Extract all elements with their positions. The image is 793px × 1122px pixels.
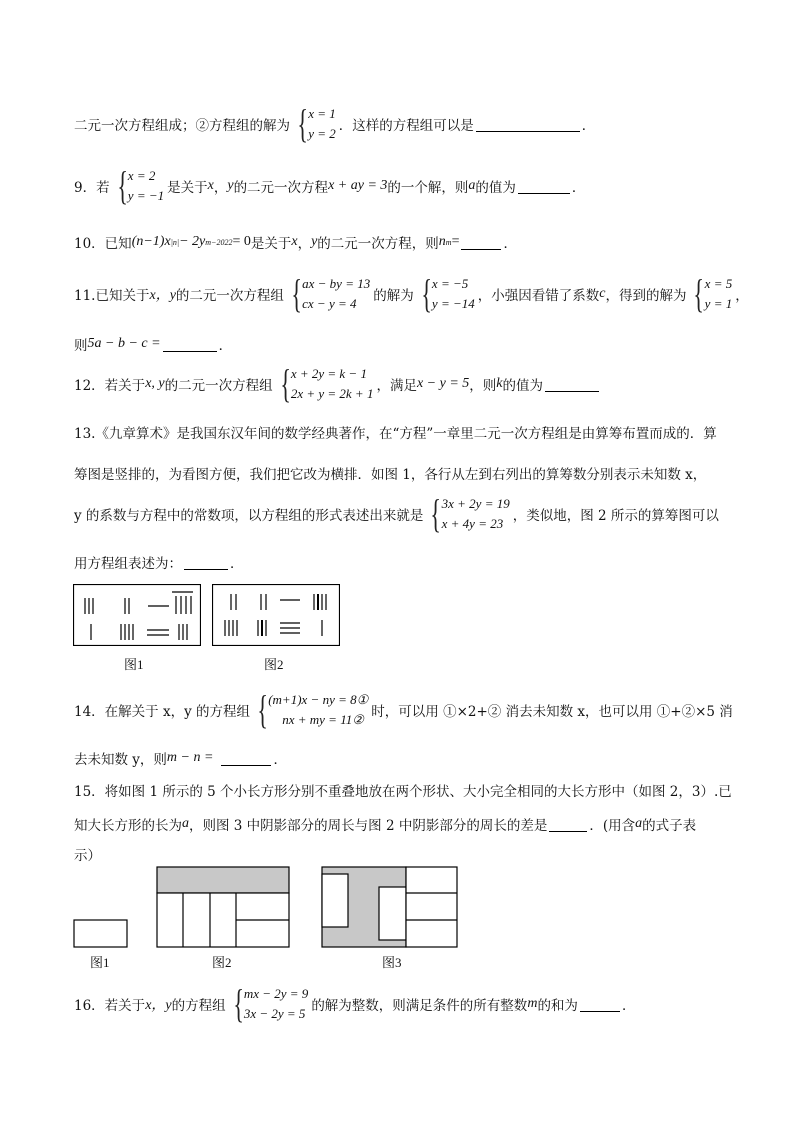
q13-text: 筹图是竖排的，为看图方便，我们把它改为横排．如图 1，各行从左到右列出的算筹数分别表示未知数 x， xyxy=(74,467,707,483)
var-c: c xyxy=(599,286,606,301)
q11-expr: 5a − b − c = xyxy=(87,336,161,351)
answer-blank[interactable] xyxy=(549,817,587,832)
sys-row: nx + my = 11② xyxy=(282,712,364,727)
q12-text: 的二元一次方程组 xyxy=(164,378,273,394)
period: ． xyxy=(218,338,233,354)
period: ． xyxy=(621,998,636,1014)
var-xy: x, y xyxy=(145,376,165,391)
answer-blank[interactable] xyxy=(545,377,599,392)
period: ． xyxy=(273,752,287,768)
var-n: n xyxy=(438,234,446,249)
var-a: a xyxy=(468,178,476,193)
exponent: m xyxy=(445,237,452,247)
q9-text: 的二元一次方程 xyxy=(233,180,329,196)
q11-text: 的二元一次方程组 xyxy=(175,288,284,304)
q15-text: ．(用含 xyxy=(589,818,636,834)
q13-text: 用方程组表述为： xyxy=(74,556,182,572)
answer-blank[interactable] xyxy=(184,555,228,570)
q14-expr: m − n = xyxy=(166,750,214,765)
q15-text: 15．将如图 1 所示的 5 个小长方形分别不重叠地放在两个形状、大小完全相同的大长方形中（如图 2，3）.已 xyxy=(74,784,732,800)
q10-expr: (n−1)x xyxy=(131,234,171,249)
q14-system xyxy=(253,687,369,732)
q11-text: ，得到的解为 xyxy=(605,288,687,304)
comma: ， xyxy=(297,236,312,252)
q11-text: ，小强因看错了系数 xyxy=(477,288,600,304)
q16-system xyxy=(229,981,309,1026)
q12-number: 12．若关于 xyxy=(74,378,146,394)
q9-system xyxy=(113,163,165,208)
question-15-line1 xyxy=(74,780,732,800)
sys-row: x = 5 xyxy=(704,276,733,291)
q13-text: ，类似地，图 2 所示的算筹图可以 xyxy=(512,508,719,524)
q15-text: 示） xyxy=(74,848,101,864)
rect-figure-1 xyxy=(73,919,129,949)
rect-figure-3 xyxy=(321,866,459,950)
sys-row: x = 2 xyxy=(127,168,156,183)
sys-row: 3x + 2y = 19 xyxy=(441,496,510,511)
var-xy: x，y xyxy=(145,998,172,1013)
q11-system xyxy=(287,271,371,316)
q12-text: ，满足 xyxy=(376,378,417,394)
q16-text: 的方程组 xyxy=(171,998,226,1014)
sys-row: 3x − 2y = 5 xyxy=(243,1006,306,1021)
q9-text: 的值为 xyxy=(475,180,516,196)
q13-system xyxy=(426,491,510,536)
question-14-line2 xyxy=(74,748,287,768)
var-a: a xyxy=(635,816,643,831)
q10-number: 10．已知 xyxy=(74,236,132,252)
shaded-region xyxy=(157,867,289,893)
q9-number: 9．若 xyxy=(74,180,110,196)
sys-row: mx − 2y = 9 xyxy=(243,986,309,1001)
var-y: y xyxy=(227,178,234,193)
sys-row: x + 4y = 23 xyxy=(441,516,504,531)
q10-expr: = 0 xyxy=(232,234,251,249)
sys-row: (m+1)x − ny = 8① xyxy=(268,692,369,707)
var-y: y xyxy=(311,234,318,249)
period: ． xyxy=(503,236,517,252)
q11-text: 的解为 xyxy=(373,288,414,304)
equals: = xyxy=(451,234,460,249)
question-9 xyxy=(74,163,586,208)
sys-row: x = −5 xyxy=(431,276,469,291)
q8-tail xyxy=(74,101,596,146)
figure-caption: 图1 xyxy=(124,657,144,672)
question-11 xyxy=(74,271,749,316)
question-13-line4 xyxy=(74,552,244,572)
figure-caption: 图3 xyxy=(382,955,402,970)
q10-text: 的二元一次方程，则 xyxy=(317,236,439,252)
sys-row: x + 2y = k − 1 xyxy=(290,366,367,381)
sys-row: y = 1 xyxy=(704,296,733,311)
q15-text: 知大长方形的长为 xyxy=(74,818,182,834)
var-x: x xyxy=(291,234,298,249)
q8-text2: ．这样的方程组可以是 xyxy=(338,118,474,134)
q16-text: 的和为 xyxy=(537,998,578,1014)
exponent: m−2022 xyxy=(205,237,233,247)
question-15-line2 xyxy=(74,814,696,834)
comma: ， xyxy=(735,288,749,304)
brace-icon: { xyxy=(116,163,128,208)
brace-icon: { xyxy=(421,271,432,316)
period: ． xyxy=(581,118,596,134)
period: ． xyxy=(230,556,244,572)
exponent: |n| xyxy=(170,237,180,247)
brace-icon: { xyxy=(279,361,291,406)
q9-equation: x + ay = 3 xyxy=(328,178,388,193)
q15-text: 的式子表 xyxy=(642,818,697,834)
var-xy: x，y xyxy=(149,288,176,303)
q11-number: 11.已知关于 xyxy=(74,288,150,304)
sys-row: x = 1 xyxy=(308,106,336,121)
q14-number: 14．在解关于 x，y 的方程组 xyxy=(74,704,251,720)
q11-solution xyxy=(417,271,475,316)
brace-icon: { xyxy=(693,271,705,316)
q15-text: ，则图 3 中阴影部分的周长与图 2 中阴影部分的周长的差是 xyxy=(189,818,548,834)
rod-figure-1 xyxy=(73,584,201,646)
period: ． xyxy=(571,180,586,196)
q10-expr: − 2y xyxy=(179,234,206,249)
sys-row: 2x + y = 2k + 1 xyxy=(290,386,374,401)
q10-text: 是关于 xyxy=(250,236,292,252)
question-10 xyxy=(74,232,517,252)
question-16 xyxy=(74,981,636,1026)
question-14 xyxy=(74,687,733,732)
answer-blank[interactable] xyxy=(518,179,570,194)
rod-figure-2 xyxy=(212,584,340,646)
q12-text: ，则 xyxy=(469,378,497,394)
question-12 xyxy=(74,361,601,406)
q8-text: 二元一次方程组成；②方程组的解为 xyxy=(74,118,290,134)
comma: ， xyxy=(213,180,228,196)
sys-row: y = −14 xyxy=(431,296,475,311)
sys-row: cx − y = 4 xyxy=(302,296,357,311)
q12-system xyxy=(276,361,374,406)
brace-icon: { xyxy=(257,687,268,732)
q12-equation: x − y = 5 xyxy=(416,376,470,391)
q9-text: 的一个解，则 xyxy=(387,180,469,196)
var-k: k xyxy=(496,376,503,391)
var-a: a xyxy=(182,816,189,831)
brace-icon: { xyxy=(297,101,308,146)
q14-text: 去未知数 y，则 xyxy=(74,752,167,768)
q14-text: 时，可以用 ①×2+② 消去未知数 x，也可以用 ①+②×5 消 xyxy=(371,704,733,720)
q13-text: y 的系数与方程中的常数项，以方程组的形式表述出来就是 xyxy=(74,508,424,524)
answer-blank[interactable] xyxy=(221,751,271,766)
sys-row: y = −1 xyxy=(127,188,165,203)
brace-icon: { xyxy=(430,491,442,536)
q8-solution-system xyxy=(293,101,336,146)
q16-number: 16．若关于 xyxy=(74,998,146,1014)
brace-icon: { xyxy=(291,271,302,316)
question-13-line2 xyxy=(74,463,706,483)
question-13-line3 xyxy=(74,491,719,536)
q11-text: 则 xyxy=(74,338,88,354)
figure-caption: 图1 xyxy=(90,955,110,970)
brace-icon: { xyxy=(232,981,244,1026)
figure-caption: 图2 xyxy=(212,955,232,970)
answer-blank[interactable] xyxy=(580,997,620,1012)
var-x: x xyxy=(207,178,214,193)
rect-figure-2 xyxy=(156,866,292,950)
q11-wrong-solution xyxy=(689,271,733,316)
q16-text: 的解为整数，则满足条件的所有整数 xyxy=(311,998,528,1014)
q12-text: 的值为 xyxy=(502,378,544,394)
answer-blank[interactable] xyxy=(476,117,580,132)
q13-text: 13.《九章算术》是我国东汉年间的数学经典著作，在“方程”一章里二元一次方程组是由算筹布置而成的．算 xyxy=(74,426,717,442)
question-11-line2 xyxy=(74,334,232,354)
answer-blank[interactable] xyxy=(163,337,217,352)
q9-text: 是关于 xyxy=(167,180,208,196)
answer-blank[interactable] xyxy=(461,235,501,250)
sys-row: ax − by = 13 xyxy=(302,276,371,291)
sys-row: y = 2 xyxy=(308,126,336,141)
var-m: m xyxy=(527,996,538,1011)
question-15-line3 xyxy=(74,844,101,864)
figure-caption: 图2 xyxy=(264,657,284,672)
question-13-line1 xyxy=(74,422,717,442)
